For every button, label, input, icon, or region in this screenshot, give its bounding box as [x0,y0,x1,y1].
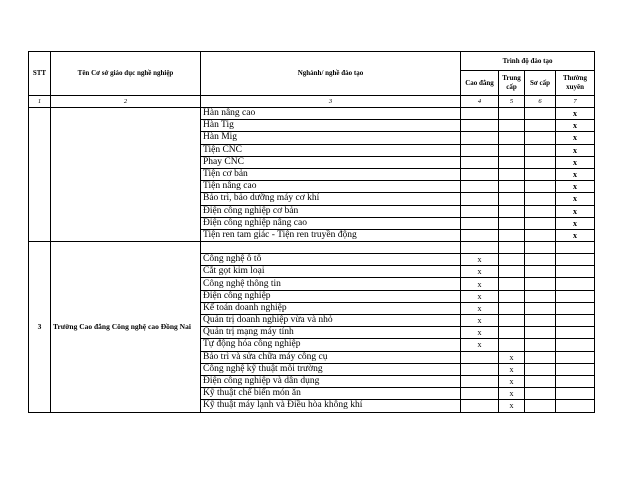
major-name: Cắt gọt kim loại [201,266,461,278]
mark-trung-cap [499,229,525,241]
empty-cell [461,242,499,254]
mark-thuong-xuyen: x [556,193,595,205]
mark-thuong-xuyen: x [556,181,595,193]
mark-so-cap [525,254,556,266]
mark-trung-cap [499,290,525,302]
mark-thuong-xuyen: x [556,144,595,156]
mark-thuong-xuyen [556,278,595,290]
school-cell: Trường Cao đẳng Công nghệ cao Đồng Nai [51,242,201,412]
header-stt: STT [29,52,51,96]
mark-cao-dang [461,217,499,229]
mark-so-cap [525,229,556,241]
training-table [28,51,595,413]
mark-trung-cap [499,217,525,229]
mark-trung-cap [499,339,525,351]
stt-cell: 3 [29,242,51,412]
empty-cell [201,242,461,254]
column-number: 1 [29,96,51,108]
major-name: Tiện ren tam giác - Tiện ren truyền động [201,229,461,241]
mark-so-cap [525,290,556,302]
column-number: 5 [499,96,525,108]
major-name: Hàn nâng cao [201,108,461,120]
mark-trung-cap [499,132,525,144]
mark-so-cap [525,339,556,351]
mark-thuong-xuyen [556,266,595,278]
mark-thuong-xuyen [556,375,595,387]
mark-cao-dang [461,108,499,120]
header-so-cap: Sơ cấp [525,71,556,96]
major-name: Tự động hóa công nghiệp [201,339,461,351]
training-table-sheet [28,51,594,413]
mark-cao-dang [461,400,499,412]
mark-cao-dang: x [461,254,499,266]
mark-trung-cap [499,278,525,290]
mark-cao-dang [461,193,499,205]
mark-cao-dang: x [461,302,499,314]
mark-so-cap [525,217,556,229]
mark-thuong-xuyen: x [556,229,595,241]
mark-cao-dang [461,132,499,144]
mark-trung-cap [499,120,525,132]
mark-so-cap [525,108,556,120]
header-major: Nghành/ nghề đào tạo [201,52,461,96]
column-number: 4 [461,96,499,108]
mark-cao-dang [461,181,499,193]
major-name: Điện công nghiệp nâng cao [201,217,461,229]
mark-trung-cap: x [499,400,525,412]
column-number: 7 [556,96,595,108]
header-cao-dang: Cao đẳng [461,71,499,96]
mark-trung-cap: x [499,351,525,363]
mark-thuong-xuyen [556,302,595,314]
mark-so-cap [525,168,556,180]
mark-cao-dang [461,388,499,400]
mark-so-cap [525,181,556,193]
empty-cell [525,242,556,254]
mark-thuong-xuyen: x [556,168,595,180]
header-school: Tên Cơ sở giáo dục nghề nghiệp [51,52,201,96]
mark-so-cap [525,327,556,339]
mark-so-cap [525,388,556,400]
major-name: Kỹ thuật chế biến món ăn [201,388,461,400]
mark-trung-cap [499,181,525,193]
mark-so-cap [525,266,556,278]
mark-cao-dang [461,144,499,156]
major-name: Phay CNC [201,156,461,168]
mark-cao-dang [461,229,499,241]
school-cell [51,108,201,242]
mark-trung-cap [499,327,525,339]
mark-cao-dang: x [461,266,499,278]
major-name: Kỹ thuật máy lạnh và Điều hòa không khí [201,400,461,412]
column-number: 6 [525,96,556,108]
header-row-top [29,52,595,71]
mark-thuong-xuyen: x [556,205,595,217]
major-name: Hàn Mig [201,132,461,144]
major-name: Công nghệ kỹ thuật môi trường [201,363,461,375]
stt-cell [29,108,51,242]
mark-cao-dang: x [461,290,499,302]
major-name: Tiện cơ bản [201,168,461,180]
mark-thuong-xuyen [556,290,595,302]
mark-so-cap [525,156,556,168]
mark-thuong-xuyen [556,327,595,339]
table-row [29,108,595,120]
mark-thuong-xuyen: x [556,132,595,144]
mark-trung-cap [499,144,525,156]
mark-trung-cap [499,168,525,180]
mark-cao-dang [461,375,499,387]
major-name: Quản trị doanh nghiệp vừa và nhỏ [201,315,461,327]
mark-trung-cap [499,266,525,278]
major-name: Bảo trì, bảo dưỡng máy cơ khí [201,193,461,205]
mark-thuong-xuyen: x [556,217,595,229]
mark-trung-cap [499,205,525,217]
block2-body [29,242,595,412]
mark-thuong-xuyen [556,351,595,363]
mark-thuong-xuyen: x [556,156,595,168]
mark-thuong-xuyen [556,363,595,375]
mark-so-cap [525,351,556,363]
mark-cao-dang: x [461,278,499,290]
mark-trung-cap [499,108,525,120]
mark-cao-dang: x [461,339,499,351]
mark-trung-cap: x [499,363,525,375]
header-level-group: Trình độ đào tạo [461,52,595,71]
mark-so-cap [525,144,556,156]
mark-thuong-xuyen [556,315,595,327]
major-name: Bảo trì và sửa chữa máy công cụ [201,351,461,363]
mark-trung-cap [499,254,525,266]
mark-so-cap [525,375,556,387]
major-name: Điện công nghiệp [201,290,461,302]
table-row-blank [29,242,595,254]
mark-cao-dang [461,363,499,375]
major-name: Quản trị mạng máy tính [201,327,461,339]
major-name: Công nghệ ô tô [201,254,461,266]
mark-so-cap [525,315,556,327]
mark-cao-dang: x [461,315,499,327]
mark-so-cap [525,132,556,144]
mark-so-cap [525,363,556,375]
mark-so-cap [525,193,556,205]
mark-trung-cap: x [499,375,525,387]
mark-thuong-xuyen [556,254,595,266]
header-thuong-xuyen: Thường xuyên [556,71,595,96]
mark-so-cap [525,278,556,290]
column-number-row [29,96,595,108]
mark-thuong-xuyen: x [556,108,595,120]
mark-trung-cap [499,302,525,314]
column-number: 2 [51,96,201,108]
mark-so-cap [525,205,556,217]
mark-cao-dang: x [461,327,499,339]
mark-thuong-xuyen: x [556,120,595,132]
block1-body [29,108,595,242]
mark-so-cap [525,302,556,314]
mark-so-cap [525,120,556,132]
major-name: Công nghệ thông tin [201,278,461,290]
major-name: Kế toán doanh nghiệp [201,302,461,314]
column-number: 3 [201,96,461,108]
empty-cell [556,242,595,254]
major-name: Tiện CNC [201,144,461,156]
mark-trung-cap [499,156,525,168]
mark-cao-dang [461,120,499,132]
major-name: Hàn Tig [201,120,461,132]
mark-cao-dang [461,351,499,363]
mark-so-cap [525,400,556,412]
major-name: Điện công nghiệp cơ bản [201,205,461,217]
mark-thuong-xuyen [556,388,595,400]
mark-thuong-xuyen [556,400,595,412]
empty-cell [499,242,525,254]
mark-cao-dang [461,205,499,217]
major-name: Điện công nghiệp và dân dụng [201,375,461,387]
mark-trung-cap [499,315,525,327]
mark-cao-dang [461,168,499,180]
mark-thuong-xuyen [556,339,595,351]
mark-trung-cap: x [499,388,525,400]
major-name: Tiện nâng cao [201,181,461,193]
header-trung-cap: Trung cấp [499,71,525,96]
mark-trung-cap [499,193,525,205]
mark-cao-dang [461,156,499,168]
